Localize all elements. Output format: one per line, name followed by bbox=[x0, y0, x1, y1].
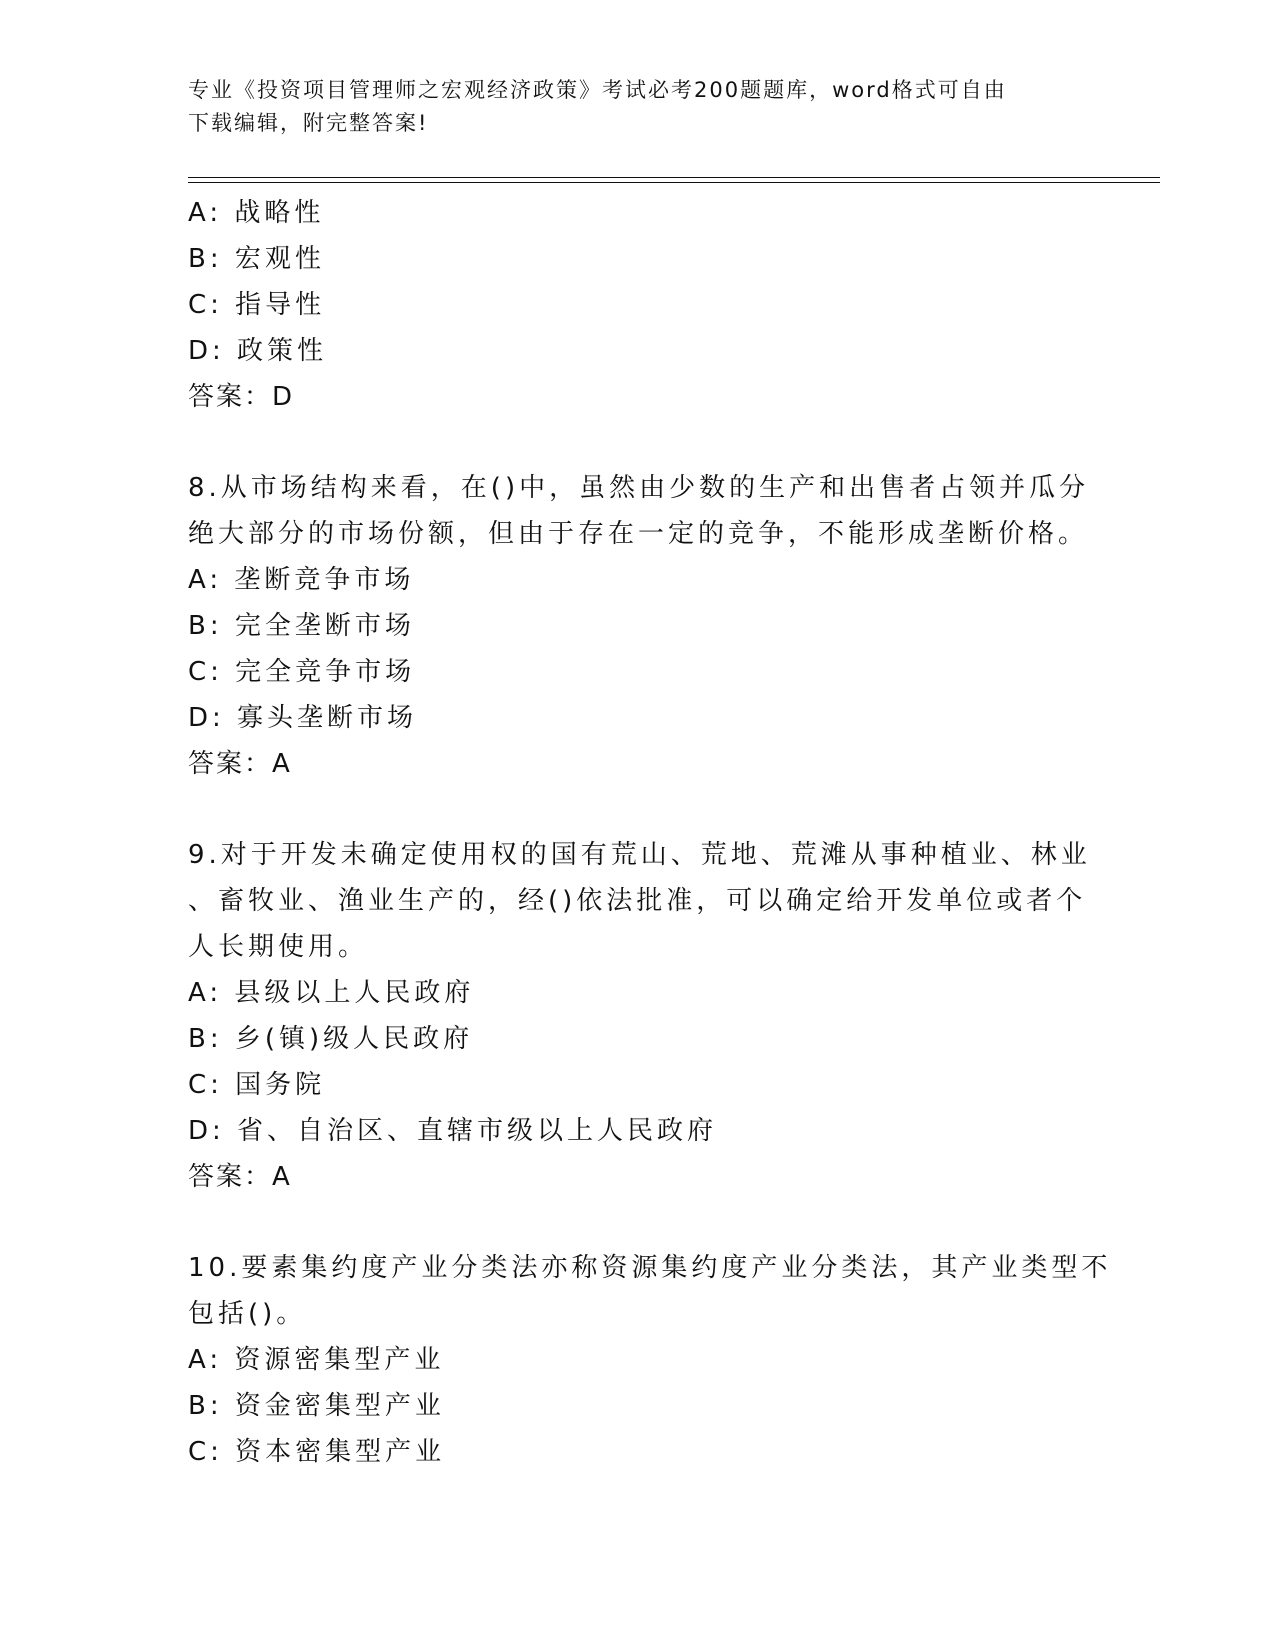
option-c: C: 指导性 bbox=[188, 290, 326, 320]
spacer bbox=[188, 420, 1088, 465]
option-a: A: 战略性 bbox=[188, 198, 325, 228]
header-line-1: 专业《投资项目管理师之宏观经济政策》考试必考200题题库，word格式可自由 bbox=[188, 78, 1007, 102]
spacer bbox=[188, 1200, 1088, 1245]
option-b: B: 宏观性 bbox=[188, 244, 325, 274]
header-divider-top bbox=[188, 177, 1160, 178]
question-10 bbox=[188, 1245, 1112, 1475]
option-c: C: 国务院 bbox=[188, 1070, 326, 1100]
option-a: A: 资源密集型产业 bbox=[188, 1345, 445, 1375]
header-divider-bottom bbox=[188, 182, 1160, 183]
option-c: C: 完全竞争市场 bbox=[188, 657, 416, 687]
question-stem-line: 绝大部分的市场份额，但由于存在一定的竞争，不能形成垄断价格。 bbox=[188, 519, 1089, 549]
question-stem-line: 、畜牧业、渔业生产的，经()依法批准，可以确定给开发单位或者个 bbox=[188, 886, 1087, 916]
question-stem-line: 人长期使用。 bbox=[188, 932, 369, 962]
answer: 答案：A bbox=[188, 1162, 292, 1192]
option-b: B: 乡(镇)级人民政府 bbox=[188, 1024, 474, 1054]
question-stem-line: 包括()。 bbox=[188, 1299, 307, 1329]
answer: 答案：D bbox=[188, 382, 295, 412]
question-7 bbox=[188, 190, 1088, 420]
question-stem-line: 9.对于开发未确定使用权的国有荒山、荒地、荒滩从事种植业、林业 bbox=[188, 840, 1091, 870]
header-line-2: 下载编辑，附完整答案! bbox=[188, 111, 429, 135]
option-c: C: 资本密集型产业 bbox=[188, 1437, 446, 1467]
question-9 bbox=[188, 832, 1091, 1200]
answer: 答案：A bbox=[188, 749, 292, 779]
question-stem-line: 8.从市场结构来看，在()中，虽然由少数的生产和出售者占领并瓜分 bbox=[188, 473, 1090, 503]
option-b: B: 资金密集型产业 bbox=[188, 1391, 445, 1421]
question-8 bbox=[188, 465, 1088, 787]
document-header bbox=[188, 74, 1088, 140]
option-d: D: 寡头垄断市场 bbox=[188, 703, 418, 733]
option-d: D: 政策性 bbox=[188, 336, 328, 366]
option-a: A: 县级以上人民政府 bbox=[188, 978, 475, 1008]
question-list bbox=[188, 190, 1112, 1475]
spacer bbox=[188, 787, 1088, 832]
option-d: D: 省、自治区、直辖市级以上人民政府 bbox=[188, 1116, 718, 1146]
option-b: B: 完全垄断市场 bbox=[188, 611, 415, 641]
question-stem-line: 10.要素集约度产业分类法亦称资源集约度产业分类法，其产业类型不 bbox=[188, 1253, 1112, 1283]
option-a: A: 垄断竞争市场 bbox=[188, 565, 415, 595]
